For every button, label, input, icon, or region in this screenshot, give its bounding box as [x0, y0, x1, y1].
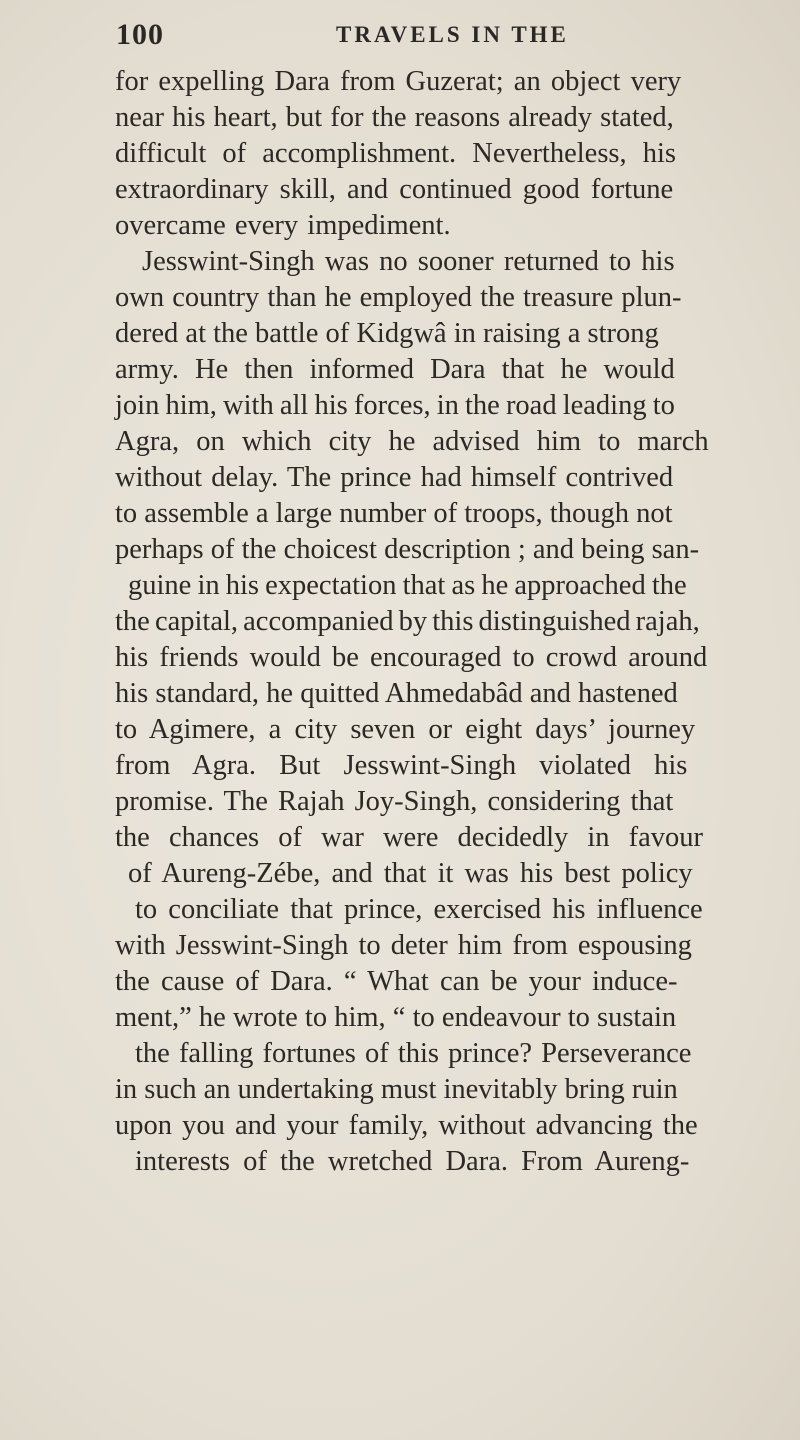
running-head: TRAVELS IN THE [336, 22, 569, 47]
text-line: ment,” he wrote to him, “ to endeavour to sustain [115, 1002, 677, 1033]
text-line: perhaps of the choicest description ; and being san- [115, 534, 700, 565]
text-line: Agra, on which city he advised him to march [115, 426, 709, 457]
text-line: to assemble a large number of troops, though not [115, 498, 673, 529]
page-number: 100 [116, 18, 164, 51]
text-line: from Agra. But Jesswint-Singh violated his [115, 750, 688, 781]
text-line: dered at the battle of Kidgwâ in raising a strong [115, 318, 659, 349]
text-line: extraordinary skill, and continued good fortune [115, 174, 674, 205]
text-line: the chances of war were decidedly in favour [115, 822, 704, 853]
text-line: own country than he employed the treasure plun- [115, 282, 682, 313]
text-line: the falling fortunes of this prince? Perseverance [135, 1038, 692, 1069]
text-line: guine in his expectation that as he approached the [128, 570, 687, 601]
text-line: the capital, accompanied by this distinguished rajah, [115, 606, 700, 637]
text-line: with Jesswint-Singh to deter him from espousing [115, 930, 692, 961]
page-header [116, 18, 756, 58]
text-line: upon you and your family, without advancing the [115, 1110, 698, 1141]
text-line: army. He then informed Dara that he would [115, 354, 675, 385]
text-line: for expelling Dara from Guzerat; an object very [115, 66, 682, 97]
text-line: without delay. The prince had himself contrived [115, 462, 674, 493]
text-line: to conciliate that prince, exercised his influence [135, 894, 703, 925]
text-line: near his heart, but for the reasons already stated, [115, 102, 674, 133]
text-line: difficult of accomplishment. Nevertheless, his [115, 138, 677, 169]
text-line: join him, with all his forces, in the road leading to [115, 390, 675, 421]
text-line: interests of the wretched Dara. From Aureng- [135, 1146, 690, 1177]
text-line: his standard, he quitted Ahmedabâd and hastened [115, 678, 678, 709]
text-line: the cause of Dara. “ What can be your induce- [115, 966, 678, 997]
text-line: in such an undertaking must inevitably bring ruin [115, 1074, 678, 1105]
text-line: overcame every impediment. [115, 210, 451, 241]
text-line: Jesswint-Singh was no sooner returned to his [142, 246, 675, 277]
text-line: of Aureng-Zébe, and that it was his best policy [128, 858, 693, 889]
text-line: his friends would be encouraged to crowd around [115, 642, 708, 673]
text-line: to Agimere, a city seven or eight days’ journey [115, 714, 696, 745]
text-line: promise. The Rajah Joy-Singh, considering that [115, 786, 674, 817]
